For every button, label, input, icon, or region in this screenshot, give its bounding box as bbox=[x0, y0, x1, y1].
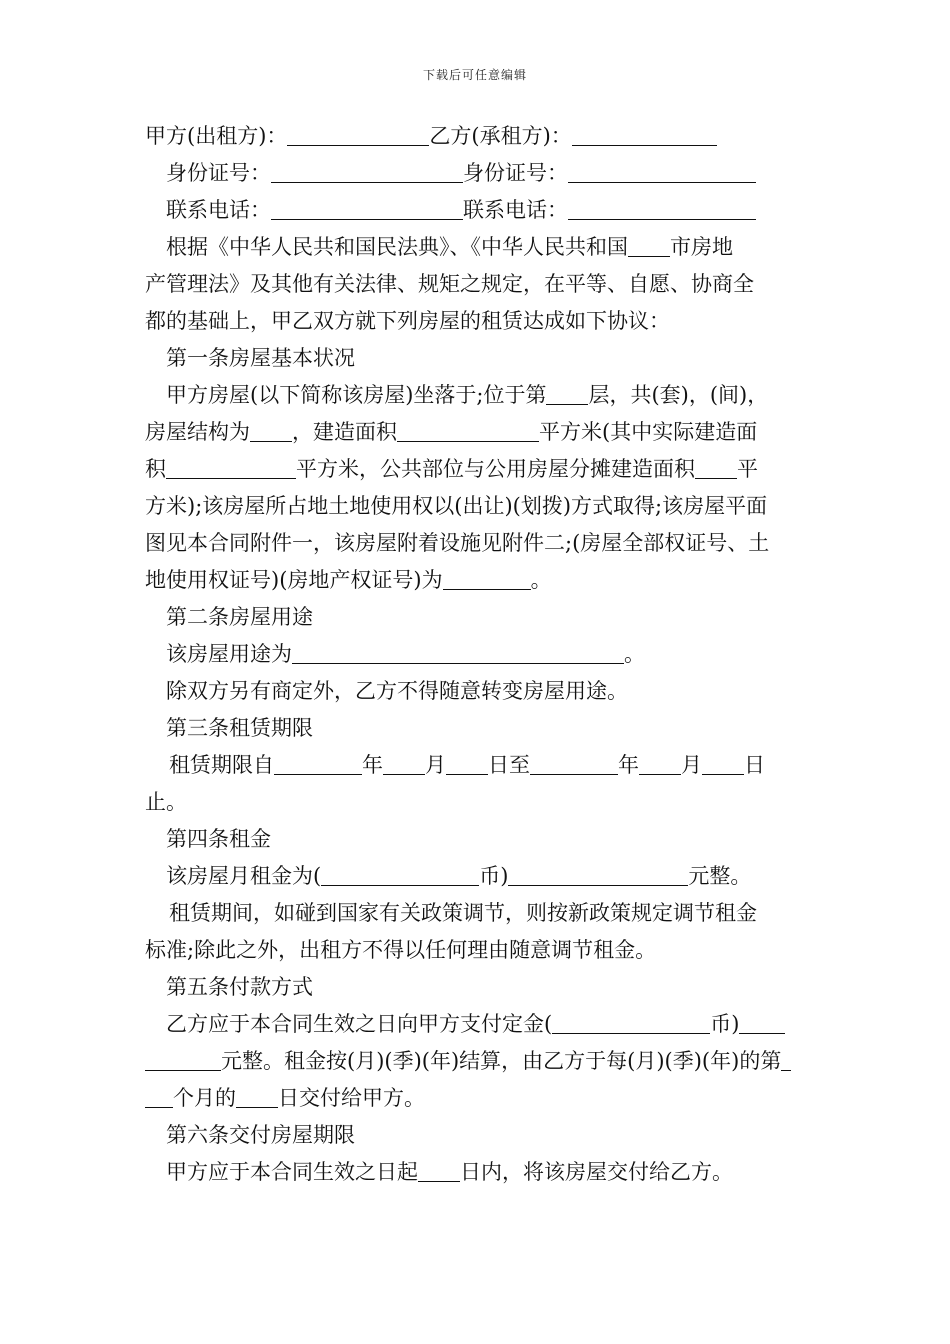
preamble-line-2 bbox=[145, 266, 810, 303]
floor-blank[interactable] bbox=[546, 384, 588, 405]
city-blank[interactable] bbox=[628, 236, 670, 257]
article-heading-text: 第二条房屋用途 bbox=[166, 605, 313, 629]
body-text: 该房屋用途为 bbox=[166, 642, 292, 666]
article-heading-text: 第五条付款方式 bbox=[166, 975, 313, 999]
article-5-line-1 bbox=[145, 1006, 810, 1043]
article-4-heading bbox=[145, 821, 810, 858]
lessor-blank[interactable] bbox=[287, 125, 429, 146]
body-text: 除双方另有商定外，乙方不得随意转变房屋用途。 bbox=[166, 679, 628, 703]
body-text: 。 bbox=[530, 568, 552, 592]
article-1-line-1 bbox=[145, 377, 810, 414]
article-heading-text: 第一条房屋基本状况 bbox=[166, 346, 355, 370]
article-3-line-1 bbox=[145, 747, 810, 784]
article-5-line-3 bbox=[145, 1080, 810, 1117]
body-text: 图见本合同附件一，该房屋附着设施见附件二;(房屋全部权证号、土 bbox=[145, 531, 770, 555]
body-text: 甲方房屋(以下简称该房屋)坐落于;位于第 bbox=[166, 383, 547, 407]
end-year-blank[interactable] bbox=[530, 754, 618, 775]
article-3-heading bbox=[145, 710, 810, 747]
lessor-id-label: 身份证号： bbox=[166, 161, 271, 185]
shared-area-blank[interactable] bbox=[695, 458, 737, 479]
body-text: 平方米(其中实际建造面 bbox=[539, 420, 758, 444]
preamble-text: 都的基础上，甲乙双方就下列房屋的租赁达成如下协议： bbox=[145, 309, 670, 333]
article-5-heading bbox=[145, 969, 810, 1006]
article-1-line-5 bbox=[145, 525, 810, 562]
article-1-line-4 bbox=[145, 488, 810, 525]
body-text: 日交付给甲方。 bbox=[278, 1086, 425, 1110]
body-text: 租赁期限自 bbox=[169, 753, 274, 777]
preamble-line-3 bbox=[145, 303, 810, 340]
body-text: 币) bbox=[479, 864, 509, 888]
preamble-text: 产管理法》及其他有关法律、规矩之规定，在平等、自愿、协商全 bbox=[145, 272, 754, 296]
article-6-line-1 bbox=[145, 1154, 810, 1191]
start-month-blank[interactable] bbox=[383, 754, 425, 775]
lessor-label: 甲方(出租方)： bbox=[145, 124, 288, 148]
body-text: 日 bbox=[744, 753, 765, 777]
phone-line bbox=[145, 192, 810, 229]
actual-area-blank[interactable] bbox=[166, 458, 296, 479]
article-4-line-3 bbox=[145, 932, 810, 969]
body-text: 日至 bbox=[488, 753, 530, 777]
body-text: 地使用权证号)(房地产权证号)为 bbox=[145, 568, 443, 592]
body-text: 甲方应于本合同生效之日起 bbox=[166, 1160, 418, 1184]
article-2-line-1 bbox=[145, 636, 810, 673]
building-area-blank[interactable] bbox=[397, 421, 539, 442]
article-5-line-2 bbox=[145, 1043, 810, 1080]
article-2-heading bbox=[145, 599, 810, 636]
body-text: 积 bbox=[145, 457, 166, 481]
lessor-id-blank[interactable] bbox=[271, 162, 463, 183]
structure-blank[interactable] bbox=[250, 421, 292, 442]
contract-body bbox=[145, 118, 810, 1191]
deposit-amount-blank-a[interactable] bbox=[739, 1013, 785, 1034]
body-text: 个月的 bbox=[173, 1086, 236, 1110]
party-line bbox=[145, 118, 810, 155]
deposit-amount-blank-b[interactable] bbox=[145, 1050, 221, 1071]
body-text: 平方米，公共部位与公用房屋分摊建造面积 bbox=[296, 457, 695, 481]
article-heading-text: 第四条租金 bbox=[166, 827, 271, 851]
body-text: 年 bbox=[362, 753, 383, 777]
rent-amount-blank[interactable] bbox=[508, 865, 688, 886]
article-1-line-2 bbox=[145, 414, 810, 451]
body-text: 元整。 bbox=[688, 864, 752, 888]
preamble-line-1 bbox=[145, 229, 810, 266]
start-year-blank[interactable] bbox=[274, 754, 362, 775]
lessor-phone-blank[interactable] bbox=[271, 199, 463, 220]
article-heading-text: 第六条交付房屋期限 bbox=[166, 1123, 355, 1147]
start-day-blank[interactable] bbox=[446, 754, 488, 775]
id-number-line bbox=[145, 155, 810, 192]
body-text: 币) bbox=[710, 1012, 740, 1036]
payment-month-blank-a[interactable] bbox=[781, 1050, 791, 1071]
body-text: 月 bbox=[425, 753, 446, 777]
body-text: 该房屋月租金为( bbox=[166, 864, 322, 888]
lessee-label: 乙方(承租方)： bbox=[429, 124, 572, 148]
rent-currency-blank[interactable] bbox=[321, 865, 479, 886]
article-6-heading bbox=[145, 1117, 810, 1154]
body-text: 层，共(套)，(间)， bbox=[588, 383, 769, 407]
body-text: 日内，将该房屋交付给乙方。 bbox=[460, 1160, 733, 1184]
page-header: 下载后可任意编辑 bbox=[422, 68, 527, 82]
article-1-heading bbox=[145, 340, 810, 377]
lessee-id-label: 身份证号： bbox=[463, 161, 568, 185]
end-month-blank[interactable] bbox=[639, 754, 681, 775]
payment-day-blank[interactable] bbox=[236, 1087, 278, 1108]
lessee-phone-blank[interactable] bbox=[568, 199, 756, 220]
payment-month-blank-b[interactable] bbox=[145, 1087, 173, 1108]
article-1-line-6 bbox=[145, 562, 810, 599]
lessee-blank[interactable] bbox=[572, 125, 717, 146]
article-1-line-3 bbox=[145, 451, 810, 488]
certificate-number-blank[interactable] bbox=[443, 569, 531, 590]
preamble-text: 市房地 bbox=[670, 235, 733, 259]
body-text: 月 bbox=[681, 753, 702, 777]
body-text: 元整。租金按(月)(季)(年)结算，由乙方于每(月)(季)(年)的第 bbox=[221, 1049, 782, 1073]
body-text: 止。 bbox=[145, 790, 187, 814]
body-text: 平 bbox=[737, 457, 758, 481]
end-day-blank[interactable] bbox=[702, 754, 744, 775]
deposit-currency-blank[interactable] bbox=[552, 1013, 710, 1034]
body-text: 租赁期间，如碰到国家有关政策调节，则按新政策规定调节租金 bbox=[169, 901, 757, 925]
body-text: 。 bbox=[624, 642, 645, 666]
body-text: 年 bbox=[618, 753, 639, 777]
lessee-phone-label: 联系电话： bbox=[463, 198, 568, 222]
article-heading-text: 第三条租赁期限 bbox=[166, 716, 313, 740]
article-4-line-2 bbox=[145, 895, 810, 932]
article-4-line-1 bbox=[145, 858, 810, 895]
delivery-days-blank[interactable] bbox=[418, 1161, 460, 1182]
body-text: 方米);该房屋所占地土地使用权以(出让)(划拨)方式取得;该房屋平面 bbox=[145, 494, 768, 518]
preamble-text: 根据《中华人民共和国民法典》、《中华人民共和国 bbox=[166, 235, 628, 259]
body-text: ，建造面积 bbox=[292, 420, 397, 444]
body-text: 房屋结构为 bbox=[145, 420, 250, 444]
body-text: 标准;除此之外，出租方不得以任何理由随意调节租金。 bbox=[145, 938, 657, 962]
lessee-id-blank[interactable] bbox=[568, 162, 756, 183]
body-text: 乙方应于本合同生效之日向甲方支付定金( bbox=[166, 1012, 553, 1036]
article-3-line-2 bbox=[145, 784, 810, 821]
usage-blank[interactable] bbox=[292, 643, 624, 664]
lessor-phone-label: 联系电话： bbox=[166, 198, 271, 222]
article-2-line-2 bbox=[145, 673, 810, 710]
